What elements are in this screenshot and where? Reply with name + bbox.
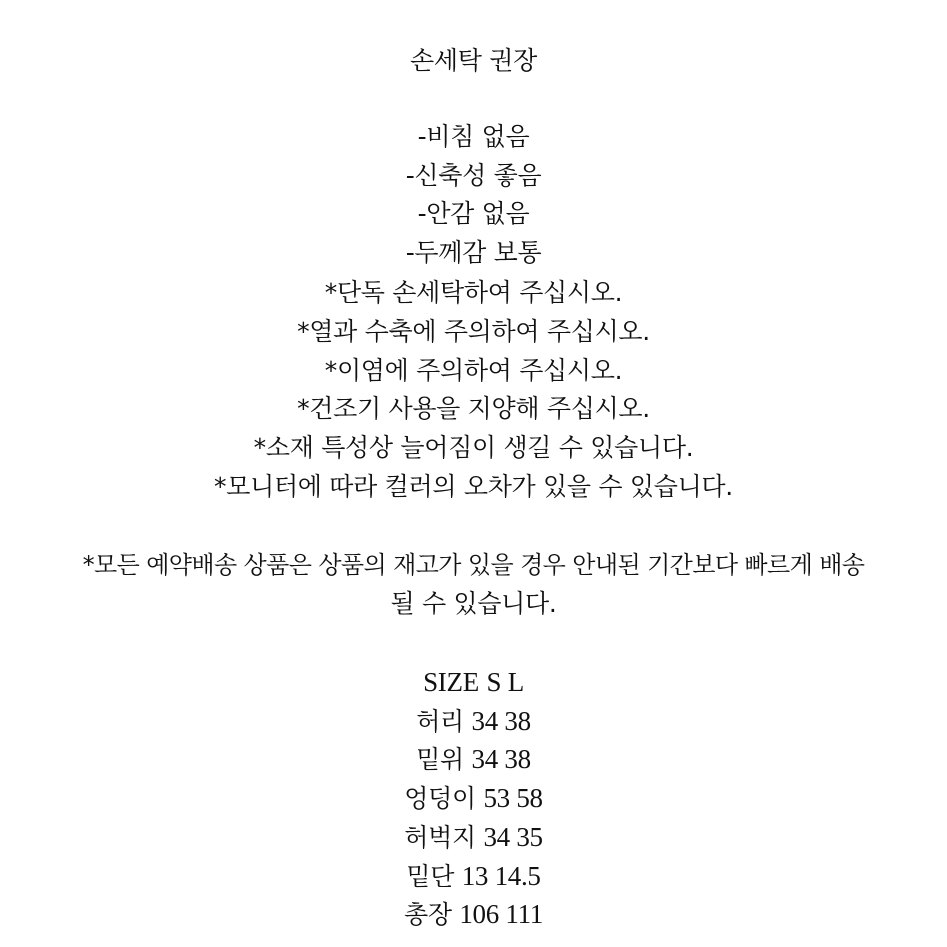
- feature-lining: -안감 없음: [417, 199, 530, 228]
- size-row-hip: [0, 781, 947, 816]
- feature-sheer: -비침 없음: [417, 122, 530, 151]
- care-title: 손세탁 권장: [410, 46, 537, 75]
- note-stretching: *소재 특성상 늘어짐이 생길 수 있습니다.: [253, 433, 694, 462]
- size-header-values: S L: [486, 667, 524, 697]
- size-header-label: SIZE: [423, 667, 479, 697]
- size-row-waist: [0, 704, 947, 739]
- size-row-values: 34 35: [483, 822, 543, 852]
- size-row-label: 밑위: [416, 745, 464, 774]
- shipping-note-line-2: 될 수 있습니다.: [390, 589, 557, 618]
- size-row-thigh: [0, 820, 947, 855]
- note-dye-transfer: *이염에 주의하여 주십시오.: [324, 356, 623, 385]
- size-row-hem: [0, 859, 947, 894]
- size-row-values: 34 38: [471, 706, 531, 736]
- size-row-label: 총장: [403, 900, 452, 929]
- note-monitor-color: *모니터에 따라 컬러의 오차가 있을 수 있습니다.: [214, 472, 733, 501]
- size-row-label: 허벅지: [404, 823, 476, 852]
- size-row-values: 53 58: [483, 783, 543, 813]
- size-row-values: 106 111: [459, 899, 543, 929]
- shipping-note-line-1: *모든 예약배송 상품은 상품의 재고가 있을 경우 안내된 기간보다 빠르게 배송: [82, 551, 865, 579]
- note-heat-shrink: *열과 수축에 주의하여 주십시오.: [297, 317, 650, 346]
- size-row-label: 허리: [416, 707, 464, 736]
- size-row-values: 34 38: [471, 744, 531, 774]
- size-row-length: [0, 897, 947, 932]
- size-table-header: [0, 665, 947, 700]
- size-row-label: 밑단: [406, 862, 455, 891]
- size-row-rise: [0, 742, 947, 777]
- feature-thickness: -두께감 보통: [405, 238, 542, 267]
- note-dryer: *건조기 사용을 지양해 주십시오.: [297, 394, 650, 423]
- size-row-label: 엉덩이: [404, 784, 476, 813]
- size-row-values: 13 14.5: [461, 861, 541, 891]
- note-hand-wash: *단독 손세탁하여 주십시오.: [324, 278, 623, 307]
- feature-stretch: -신축성 좋음: [405, 161, 542, 190]
